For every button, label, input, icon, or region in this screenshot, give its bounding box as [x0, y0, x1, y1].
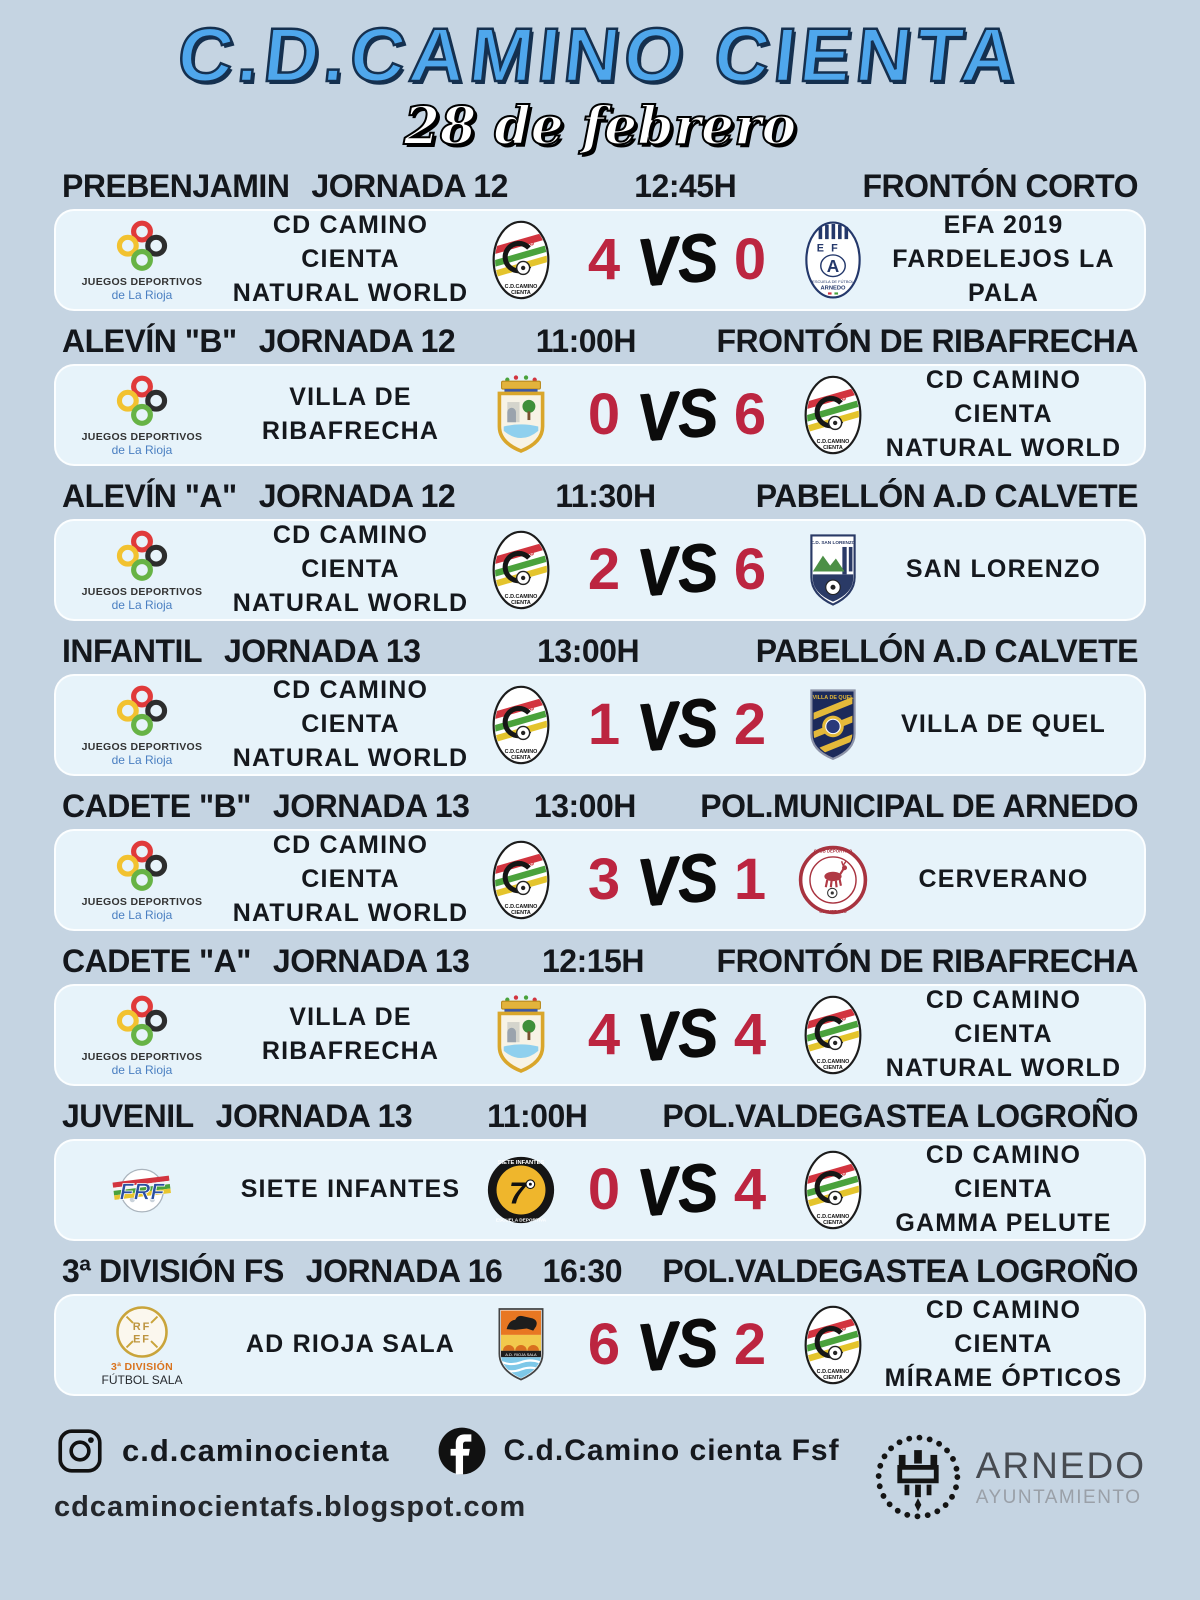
away-team-name: [875, 364, 1132, 465]
match-header-left: [62, 1253, 502, 1290]
jornada-label: JORNADA 13: [272, 788, 470, 825]
vs-label: VS: [633, 219, 721, 301]
match-row: [54, 475, 1146, 621]
cdcc-crest-icon: [485, 213, 557, 307]
text-line: CD CAMINO CIENTA: [272, 521, 429, 584]
match-row: [54, 320, 1146, 466]
text-line: VILLA DE RIBAFRECHA: [261, 1003, 440, 1065]
home-score: 2: [587, 537, 621, 603]
poster-footer: [0, 1405, 1200, 1525]
match-header-left: [62, 943, 469, 980]
jornada-label: JORNADA 13: [215, 1098, 413, 1135]
category-label: ALEVÍN "B": [62, 323, 237, 360]
text-line: MÍRAME ÓPTICOS: [884, 1363, 1123, 1392]
score: [563, 994, 791, 1076]
league-logo: [68, 1303, 216, 1387]
match-row: [54, 630, 1146, 776]
league-logo-text: [82, 741, 203, 767]
rfef3-crest-icon: [90, 1303, 194, 1361]
text-line: VILLA DE RIBAFRECHA: [261, 383, 440, 445]
match-header: [54, 940, 1146, 984]
text-line: de La Rioja: [111, 907, 173, 922]
text-line: CD CAMINO CIENTA: [272, 831, 429, 894]
text-line: de La Rioja: [111, 597, 173, 612]
match-header-left: [62, 633, 421, 670]
arnedo-name: ARNEDO: [975, 1444, 1146, 1486]
match-header: [54, 1095, 1146, 1139]
home-score: 4: [587, 227, 621, 293]
text-line: 3ª DIVISIÓN: [110, 1360, 174, 1373]
jornada-label: JORNADA 12: [258, 323, 456, 360]
cdcc-crest-icon: [797, 1143, 869, 1237]
away-score: 4: [733, 1002, 767, 1068]
match-header-left: [62, 323, 455, 360]
venue-label: PABELLÓN A.D CALVETE: [755, 633, 1138, 670]
away-team-name: [875, 708, 1132, 742]
kickoff-time-label: 13:00H: [537, 633, 640, 670]
category-label: INFANTIL: [62, 633, 202, 670]
category-label: JUVENIL: [62, 1098, 194, 1135]
text-line: de La Rioja: [111, 442, 173, 457]
away-score: 0: [733, 227, 767, 293]
match-card: [54, 1139, 1146, 1241]
cdcc-crest-icon: [485, 523, 557, 617]
home-team-name: [222, 829, 479, 930]
text-line: NATURAL WORLD: [232, 588, 469, 617]
away-score: 2: [733, 1312, 767, 1378]
rings-crest-icon: [90, 993, 194, 1051]
jornada-label: JORNADA 13: [272, 943, 470, 980]
home-team-name: [222, 209, 479, 310]
efa-crest-icon: [797, 213, 869, 307]
text-line: JUEGOS DEPORTIVOS: [81, 275, 203, 288]
kickoff-time-label: 11:00H: [487, 1098, 588, 1135]
match-card: [54, 364, 1146, 466]
match-header: [54, 475, 1146, 519]
club-title: C.D.CAMINO CIENTA: [173, 13, 1027, 98]
rings-crest-icon: [90, 373, 194, 431]
text-line: CD CAMINO CIENTA: [272, 211, 429, 274]
category-label: CADETE "A": [62, 943, 251, 980]
text-line: GAMMA PELUTE: [895, 1208, 1112, 1237]
match-row: [54, 1250, 1146, 1396]
match-row: [54, 165, 1146, 311]
text-line: CD CAMINO CIENTA: [272, 676, 429, 739]
league-logo-text: [82, 431, 203, 457]
text-line: NATURAL WORLD: [232, 743, 469, 772]
venue-label: PABELLÓN A.D CALVETE: [755, 478, 1138, 515]
away-team-name: [875, 553, 1132, 587]
cdcc-crest-icon: [797, 988, 869, 1082]
vs-label: VS: [633, 684, 721, 766]
cdcc-crest-icon: [485, 833, 557, 927]
match-header-left: [62, 478, 455, 515]
match-card: [54, 1294, 1146, 1396]
kickoff-time-label: 12:45H: [634, 168, 737, 205]
vs-label: VS: [633, 374, 721, 456]
category-label: 3ª DIVISIÓN FS: [62, 1253, 284, 1290]
text-line: CD CAMINO CIENTA: [925, 366, 1082, 429]
away-score: 6: [733, 382, 767, 448]
match-card: [54, 984, 1146, 1086]
away-score: 1: [733, 847, 767, 913]
league-logo: [68, 528, 216, 612]
venue-label: POL.MUNICIPAL DE ARNEDO: [700, 788, 1138, 825]
jornada-label: JORNADA 16: [305, 1253, 503, 1290]
rings-crest-icon: [90, 683, 194, 741]
text-line: CD CAMINO CIENTA: [925, 986, 1082, 1049]
match-header: [54, 630, 1146, 674]
arnedo-subtitle: AYUNTAMIENTO: [975, 1486, 1142, 1508]
match-card: [54, 829, 1146, 931]
text-line: FÚTBOL SALA: [101, 1372, 183, 1387]
league-logo: [68, 993, 216, 1077]
league-logo-text: [82, 1051, 203, 1077]
score: [563, 374, 791, 456]
away-team-name: [875, 1139, 1132, 1240]
ribafrecha-crest-icon: [485, 988, 557, 1082]
social-links: [54, 1425, 840, 1524]
cdcc-crest-icon: [797, 368, 869, 462]
home-team-name: [222, 674, 479, 775]
category-label: PREBENJAMIN: [62, 168, 290, 205]
away-team-name: [875, 209, 1132, 310]
vs-label: VS: [633, 529, 721, 611]
league-logo-text: [82, 276, 203, 302]
venue-label: FRONTÓN DE RIBAFRECHA: [716, 943, 1138, 980]
text-line: NATURAL WORLD: [885, 1053, 1122, 1082]
home-score: 0: [587, 382, 621, 448]
league-logo-text: [82, 896, 203, 922]
blog-url: cdcaminocientafs.blogspot.com: [54, 1490, 527, 1523]
score: [563, 529, 791, 611]
home-score: 0: [587, 1157, 621, 1223]
facebook-page-name: C.d.Camino cienta Fsf: [503, 1433, 840, 1467]
sieteinfantes-crest-icon: [485, 1143, 557, 1237]
away-team-name: [875, 1294, 1132, 1395]
match-card: [54, 519, 1146, 621]
score: [563, 839, 791, 921]
arnedo-text: [976, 1445, 1146, 1509]
match-header-left: [62, 1098, 412, 1135]
score: [563, 219, 791, 301]
text-line: JUEGOS DEPORTIVOS: [81, 895, 203, 908]
text-line: EFA 2019: [943, 211, 1064, 240]
rings-crest-icon: [90, 528, 194, 586]
riojasala-crest-icon: [485, 1298, 557, 1392]
text-line: FARDELEJOS LA PALA: [892, 245, 1115, 307]
text-line: NATURAL WORLD: [232, 898, 469, 927]
vs-label: VS: [633, 1304, 721, 1386]
text-line: de La Rioja: [111, 752, 173, 767]
match-row: [54, 1095, 1146, 1241]
cdcc-crest-icon: [797, 1298, 869, 1392]
facebook-icon: [436, 1425, 488, 1477]
match-row: [54, 785, 1146, 931]
arnedo-council-icon: [870, 1429, 966, 1525]
text-line: JUEGOS DEPORTIVOS: [81, 1050, 203, 1063]
jornada-label: JORNADA 12: [311, 168, 508, 205]
match-card: [54, 209, 1146, 311]
category-label: CADETE "B": [62, 788, 251, 825]
kickoff-time-label: 16:30: [542, 1253, 623, 1290]
vs-label: VS: [633, 994, 721, 1076]
text-line: SAN LORENZO: [905, 555, 1102, 584]
text-line: CERVERANO: [918, 865, 1089, 894]
away-score: 4: [733, 1157, 767, 1223]
match-header: [54, 320, 1146, 364]
poster-date: 28 de febrero: [403, 95, 797, 157]
text-line: NATURAL WORLD: [885, 433, 1122, 462]
category-label: ALEVÍN "A": [62, 478, 237, 515]
league-logo: [68, 683, 216, 767]
text-line: VILLA DE QUEL: [901, 710, 1106, 739]
match-header-left: [62, 168, 508, 205]
home-team-name: [222, 381, 479, 449]
social-row: [54, 1425, 840, 1477]
match-header: [54, 785, 1146, 829]
home-score: 6: [587, 1312, 621, 1378]
away-team-name: [875, 863, 1132, 897]
jornada-label: JORNADA 12: [258, 478, 456, 515]
league-logo-text: [82, 586, 203, 612]
home-score: 1: [587, 692, 621, 758]
league-logo: [68, 373, 216, 457]
vs-label: VS: [633, 1149, 721, 1231]
match-header-left: [62, 788, 469, 825]
text-line: JUEGOS DEPORTIVOS: [81, 740, 203, 753]
away-score: 2: [733, 692, 767, 758]
home-team-name: [222, 519, 479, 620]
home-team-name: [222, 1173, 479, 1207]
home-score: 3: [587, 847, 621, 913]
instagram-handle: c.d.caminocienta: [122, 1432, 390, 1468]
sanlorenzo-crest-icon: [797, 523, 869, 617]
league-logo: [68, 1161, 216, 1219]
kickoff-time-label: 13:00H: [533, 788, 636, 825]
venue-label: POL.VALDEGASTEA LOGROÑO: [662, 1098, 1138, 1135]
poster-header: [0, 13, 1200, 157]
text-line: de La Rioja: [111, 1062, 173, 1077]
text-line: CD CAMINO CIENTA: [925, 1296, 1082, 1359]
match-header: [54, 165, 1146, 209]
league-logo-text: [102, 1361, 183, 1387]
match-card: [54, 674, 1146, 776]
rings-crest-icon: [90, 838, 194, 896]
text-line: CD CAMINO CIENTA: [925, 1141, 1082, 1204]
kickoff-time-label: 11:00H: [535, 323, 636, 360]
score: [563, 684, 791, 766]
cerverano-crest-icon: [797, 833, 869, 927]
text-line: AD RIOJA SALA: [245, 1330, 456, 1359]
home-score: 4: [587, 1002, 621, 1068]
venue-label: FRONTÓN CORTO: [862, 168, 1138, 205]
instagram-icon: [54, 1425, 106, 1477]
league-logo: [68, 838, 216, 922]
quel-crest-icon: [797, 678, 869, 772]
kickoff-time-label: 12:15H: [542, 943, 644, 980]
jornada-label: JORNADA 13: [223, 633, 421, 670]
league-logo: [68, 218, 216, 302]
home-team-name: [222, 1328, 479, 1362]
text-line: SIETE INFANTES: [240, 1175, 461, 1204]
kickoff-time-label: 11:30H: [555, 478, 656, 515]
ribafrecha-crest-icon: [485, 368, 557, 462]
text-line: JUEGOS DEPORTIVOS: [81, 585, 203, 598]
text-line: JUEGOS DEPORTIVOS: [81, 430, 203, 443]
text-line: NATURAL WORLD: [232, 278, 469, 307]
venue-label: POL.VALDEGASTEA LOGROÑO: [662, 1253, 1138, 1290]
home-team-name: [222, 1001, 479, 1069]
match-list: [0, 165, 1200, 1396]
cdcc-crest-icon: [485, 678, 557, 772]
match-header: [54, 1250, 1146, 1294]
away-score: 6: [733, 537, 767, 603]
score: [563, 1149, 791, 1231]
arnedo-sponsor: [870, 1429, 1146, 1525]
vs-label: VS: [633, 839, 721, 921]
venue-label: FRONTÓN DE RIBAFRECHA: [716, 323, 1138, 360]
match-row: [54, 940, 1146, 1086]
frf-crest-icon: [90, 1161, 194, 1219]
score: [563, 1304, 791, 1386]
away-team-name: [875, 984, 1132, 1085]
rings-crest-icon: [90, 218, 194, 276]
text-line: de La Rioja: [111, 287, 173, 302]
